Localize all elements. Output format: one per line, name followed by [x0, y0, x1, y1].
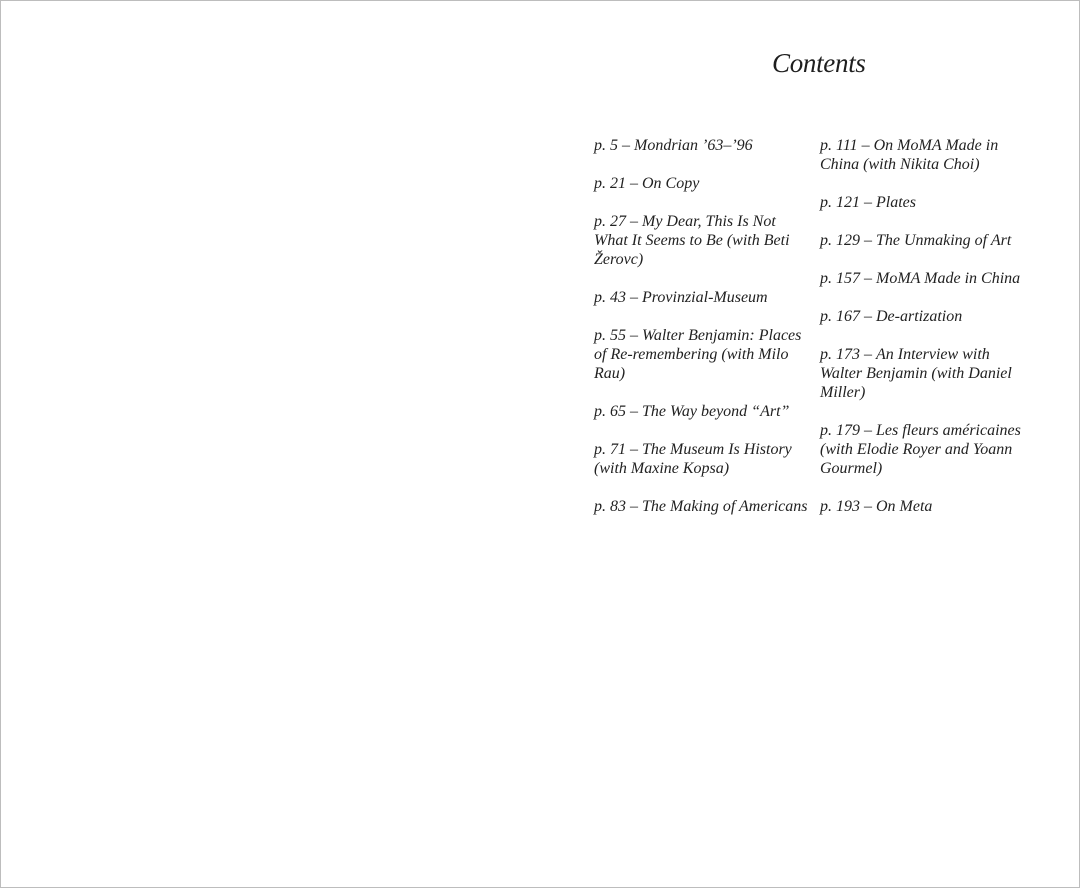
entry-separator: –	[860, 194, 876, 211]
contents-entry	[594, 288, 812, 307]
entry-page: p. 167	[820, 308, 860, 325]
entry-page: p. 157	[820, 270, 860, 287]
entry-separator: –	[860, 308, 876, 325]
entry-separator: –	[860, 232, 876, 249]
entry-title: On MoMA Made in China (with Nikita Choi)	[820, 137, 999, 173]
entry-title: Plates	[876, 194, 916, 211]
entry-page: p. 193	[820, 498, 860, 515]
contents-entry	[594, 174, 812, 193]
entry-separator: –	[860, 346, 876, 363]
entry-separator: –	[857, 137, 874, 154]
entry-page: p. 21	[594, 175, 626, 192]
entry-title: MoMA Made in China	[876, 270, 1021, 287]
entry-separator: –	[626, 213, 642, 230]
entry-title: My Dear, This Is Not What It Seems to Be (with Beti Žerovc)	[594, 213, 790, 268]
entry-page: p. 43	[594, 289, 626, 306]
entry-separator: –	[860, 498, 876, 515]
contents-entry	[820, 345, 1030, 402]
entry-separator: –	[626, 289, 642, 306]
entry-page: p. 65	[594, 403, 626, 420]
contents-entry	[820, 421, 1030, 478]
entry-title: The Way beyond “Art”	[642, 403, 790, 420]
entry-page: p. 129	[820, 232, 860, 249]
entry-page: p. 71	[594, 441, 626, 458]
entry-title: The Unmaking of Art	[876, 232, 1012, 249]
entry-separator: –	[626, 327, 642, 344]
entry-title: The Museum Is History (with Maxine Kopsa)	[594, 441, 792, 477]
page-title: Contents	[772, 48, 866, 78]
contents-entry	[594, 497, 812, 516]
entry-title: Les fleurs américaines (with Elodie Royer and Yoann Gourmel)	[820, 422, 1021, 477]
contents-entry	[820, 231, 1030, 250]
entry-separator: –	[626, 441, 642, 458]
entry-title: The Making of Americans	[642, 498, 808, 515]
entry-page: p. 5	[594, 137, 618, 154]
contents-column-left	[594, 136, 812, 516]
contents-entry	[594, 440, 812, 478]
contents-entry	[820, 193, 1030, 212]
entry-page: p. 83	[594, 498, 626, 515]
contents-entry	[594, 326, 812, 383]
entry-title: On Meta	[876, 498, 933, 515]
entry-page: p. 111	[820, 137, 858, 154]
contents-entry	[594, 212, 812, 269]
contents-entry	[594, 136, 812, 155]
entry-title: De-artization	[876, 308, 963, 325]
contents-column-right	[820, 136, 1030, 516]
entry-separator: –	[860, 422, 876, 439]
entry-title: Mondrian ’63–’96	[634, 137, 753, 154]
entry-separator: –	[860, 270, 876, 287]
entry-page: p. 173	[820, 346, 860, 363]
entry-page: p. 121	[820, 194, 860, 211]
contents-entry	[820, 136, 1030, 174]
entry-title: Walter Benjamin: Places of Re-remembering (with Milo Rau)	[594, 327, 802, 382]
contents-entry	[820, 307, 1030, 326]
entry-separator: –	[618, 137, 634, 154]
entry-separator: –	[626, 498, 642, 515]
entry-separator: –	[626, 175, 642, 192]
entry-title: On Copy	[642, 175, 700, 192]
entry-title: An Interview with Walter Benjamin (with Daniel Miller)	[820, 346, 1012, 401]
entry-title: Provinzial-Museum	[642, 289, 768, 306]
entry-separator: –	[626, 403, 642, 420]
contents-entry	[820, 497, 1030, 516]
entry-page: p. 27	[594, 213, 626, 230]
entry-page: p. 55	[594, 327, 626, 344]
entry-page: p. 179	[820, 422, 860, 439]
contents-entry	[820, 269, 1030, 288]
contents-entry	[594, 402, 812, 421]
